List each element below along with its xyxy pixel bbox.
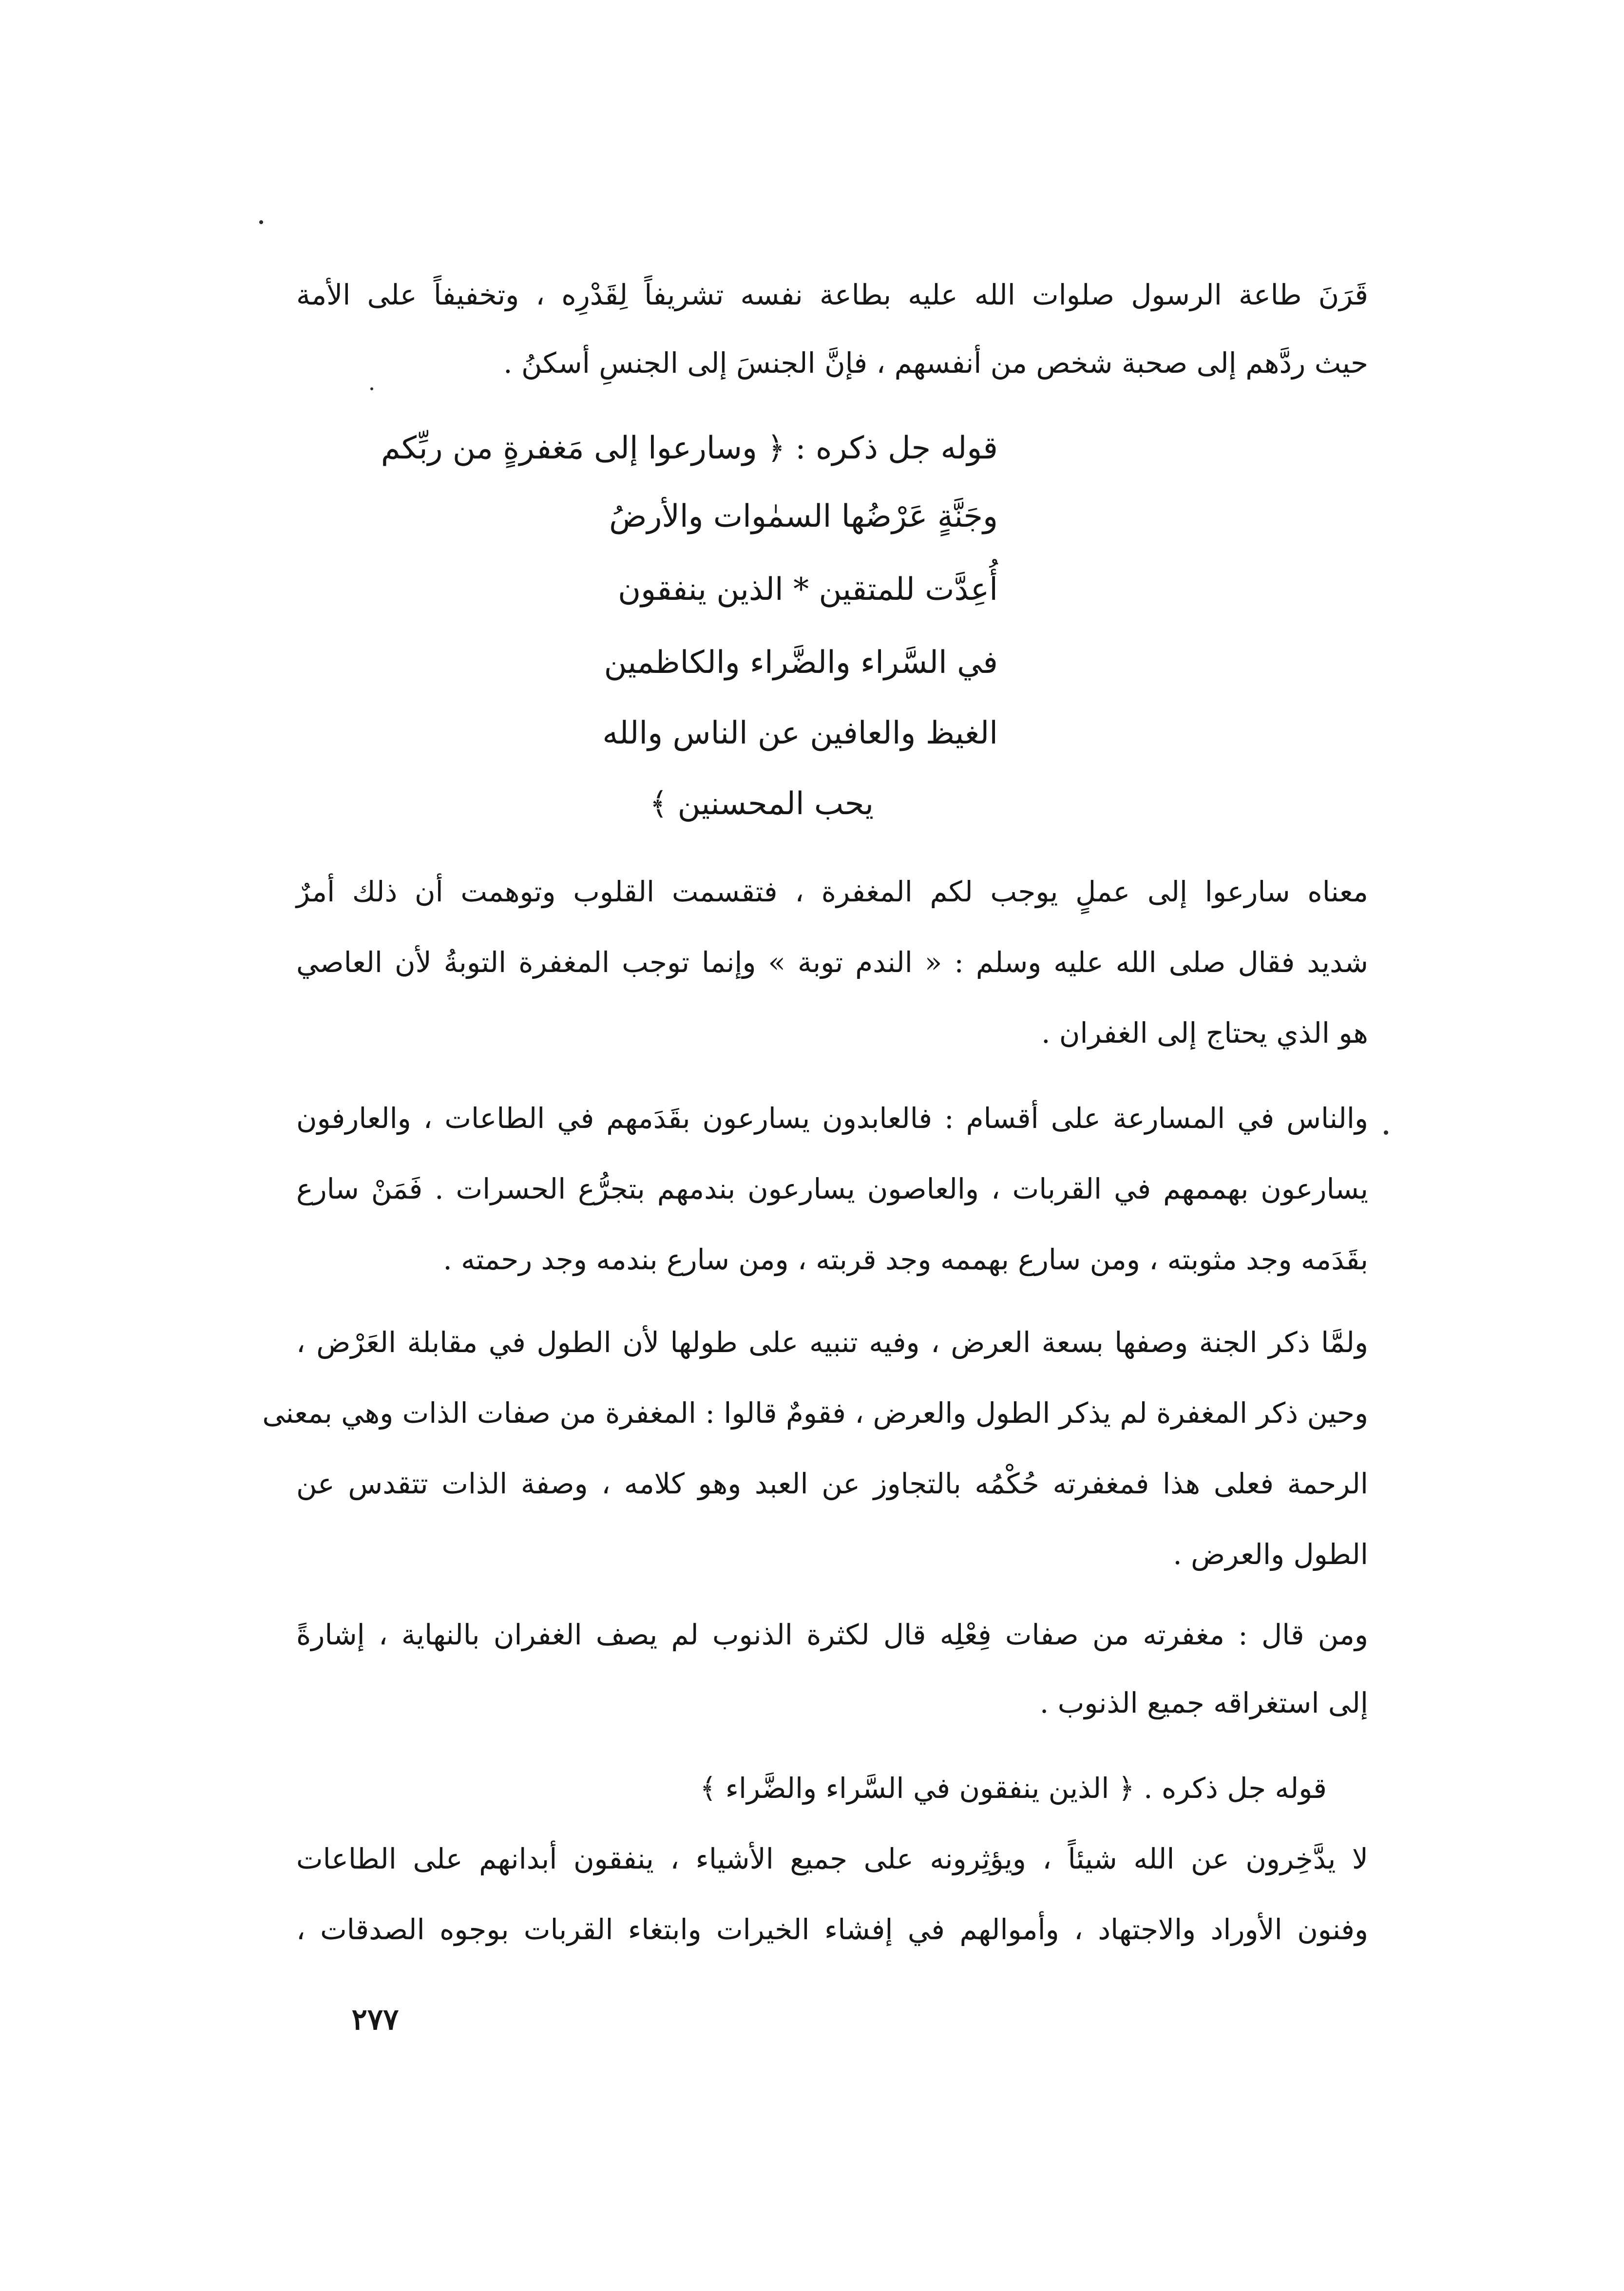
- verse-line: الغيظ والعافين عن الناس والله: [602, 715, 998, 751]
- text-line: شديد فقال صلى الله عليه وسلم : « الندم توبة » وإنما توجب المغفرة التوبةُ لأن العاصي: [296, 946, 1368, 979]
- text-line: ومن قال : مغفرته من صفات فِعْلِه قال لكثرة الذنوب لم يصف الغفران بالنهاية ، إشارةً: [296, 1618, 1368, 1651]
- text-line: بقَدَمه وجد مثوبته ، ومن سارع بهممه وجد قربته ، ومن سارع بندمه وجد رحمته .: [443, 1243, 1368, 1276]
- verse-line: في السَّراء والضَّراء والكاظمين: [604, 645, 998, 681]
- text-line: إلى استغراقه جميع الذنوب .: [1039, 1686, 1368, 1719]
- text-line: والناس في المسارعة على أقسام : فالعابدون يسارعون بقَدَمهم في الطاعات ، والعارفون: [296, 1102, 1368, 1135]
- text-line: معناه سارعوا إلى عملٍ يوجب لكم المغفرة ، فتقسمت القلوب وتوهمت أن ذلك أمرٌ: [296, 875, 1368, 908]
- text-line: وحين ذكر المغفرة لم يذكر الطول والعرض ، فقومٌ قالوا : المغفرة من صفات الذات وهي بمعنى: [262, 1396, 1368, 1430]
- text-line: وفنون الأوراد والاجتهاد ، وأموالهم في إفشاء الخيرات وابتغاء القربات بوجوه الصدقات ،: [296, 1913, 1368, 1946]
- verse-line: وجَنَّةٍ عَرْضُها السمٰوات والأرضُ: [609, 498, 998, 535]
- scan-speck: [1384, 1130, 1388, 1135]
- text-line: يسارعون بهممهم في القربات ، والعاصون يسارعون بندمهم بتجرُّع الحسرات . فَمَنْ سارع: [296, 1172, 1368, 1205]
- verse-line: يحب المحسنين ﴾: [649, 786, 874, 822]
- page-number: ٢٧٧: [351, 2003, 399, 2037]
- text-line: قَرَنَ طاعة الرسول صلوات الله عليه بطاعة نفسه تشريفاً لِقَدْرِه ، وتخفيفاً على الأمة: [296, 278, 1368, 311]
- section-heading: قوله جل ذكره . ﴿ الذين ينفقون في السَّراء والضَّراء ﴾: [700, 1772, 1327, 1805]
- text-line: ولمَّا ذكر الجنة وصفها بسعة العرض ، وفيه تنبيه على طولها لأن الطول في مقابلة العَرْض ،: [296, 1326, 1368, 1359]
- scan-speck: [370, 387, 373, 390]
- text-line: لا يدَّخِرون عن الله شيئاً ، ويؤثِرونه على جميع الأشياء ، ينفقون أبدانهم على الطاعات: [296, 1842, 1368, 1875]
- text-line: الطول والعرض .: [1173, 1538, 1368, 1571]
- verse-line: أُعِدَّت للمتقين * الذين ينفقون: [618, 572, 998, 608]
- scan-speck: [259, 220, 263, 224]
- text-line: هو الذي يحتاج إلى الغفران .: [1041, 1016, 1368, 1050]
- verse-line: قوله جل ذكره : ﴿ وسارعوا إلى مَغفرةٍ من ربِّكم: [381, 430, 998, 466]
- text-line: حيث ردَّهم إلى صحبة شخص من أنفسهم ، فإنَّ الجنسَ إلى الجنسِ أسكنُ .: [503, 346, 1368, 380]
- text-line: الرحمة فعلى هذا فمغفرته حُكْمُه بالتجاوز عن العبد وهو كلامه ، وصفة الذات تتقدس عن: [296, 1467, 1368, 1500]
